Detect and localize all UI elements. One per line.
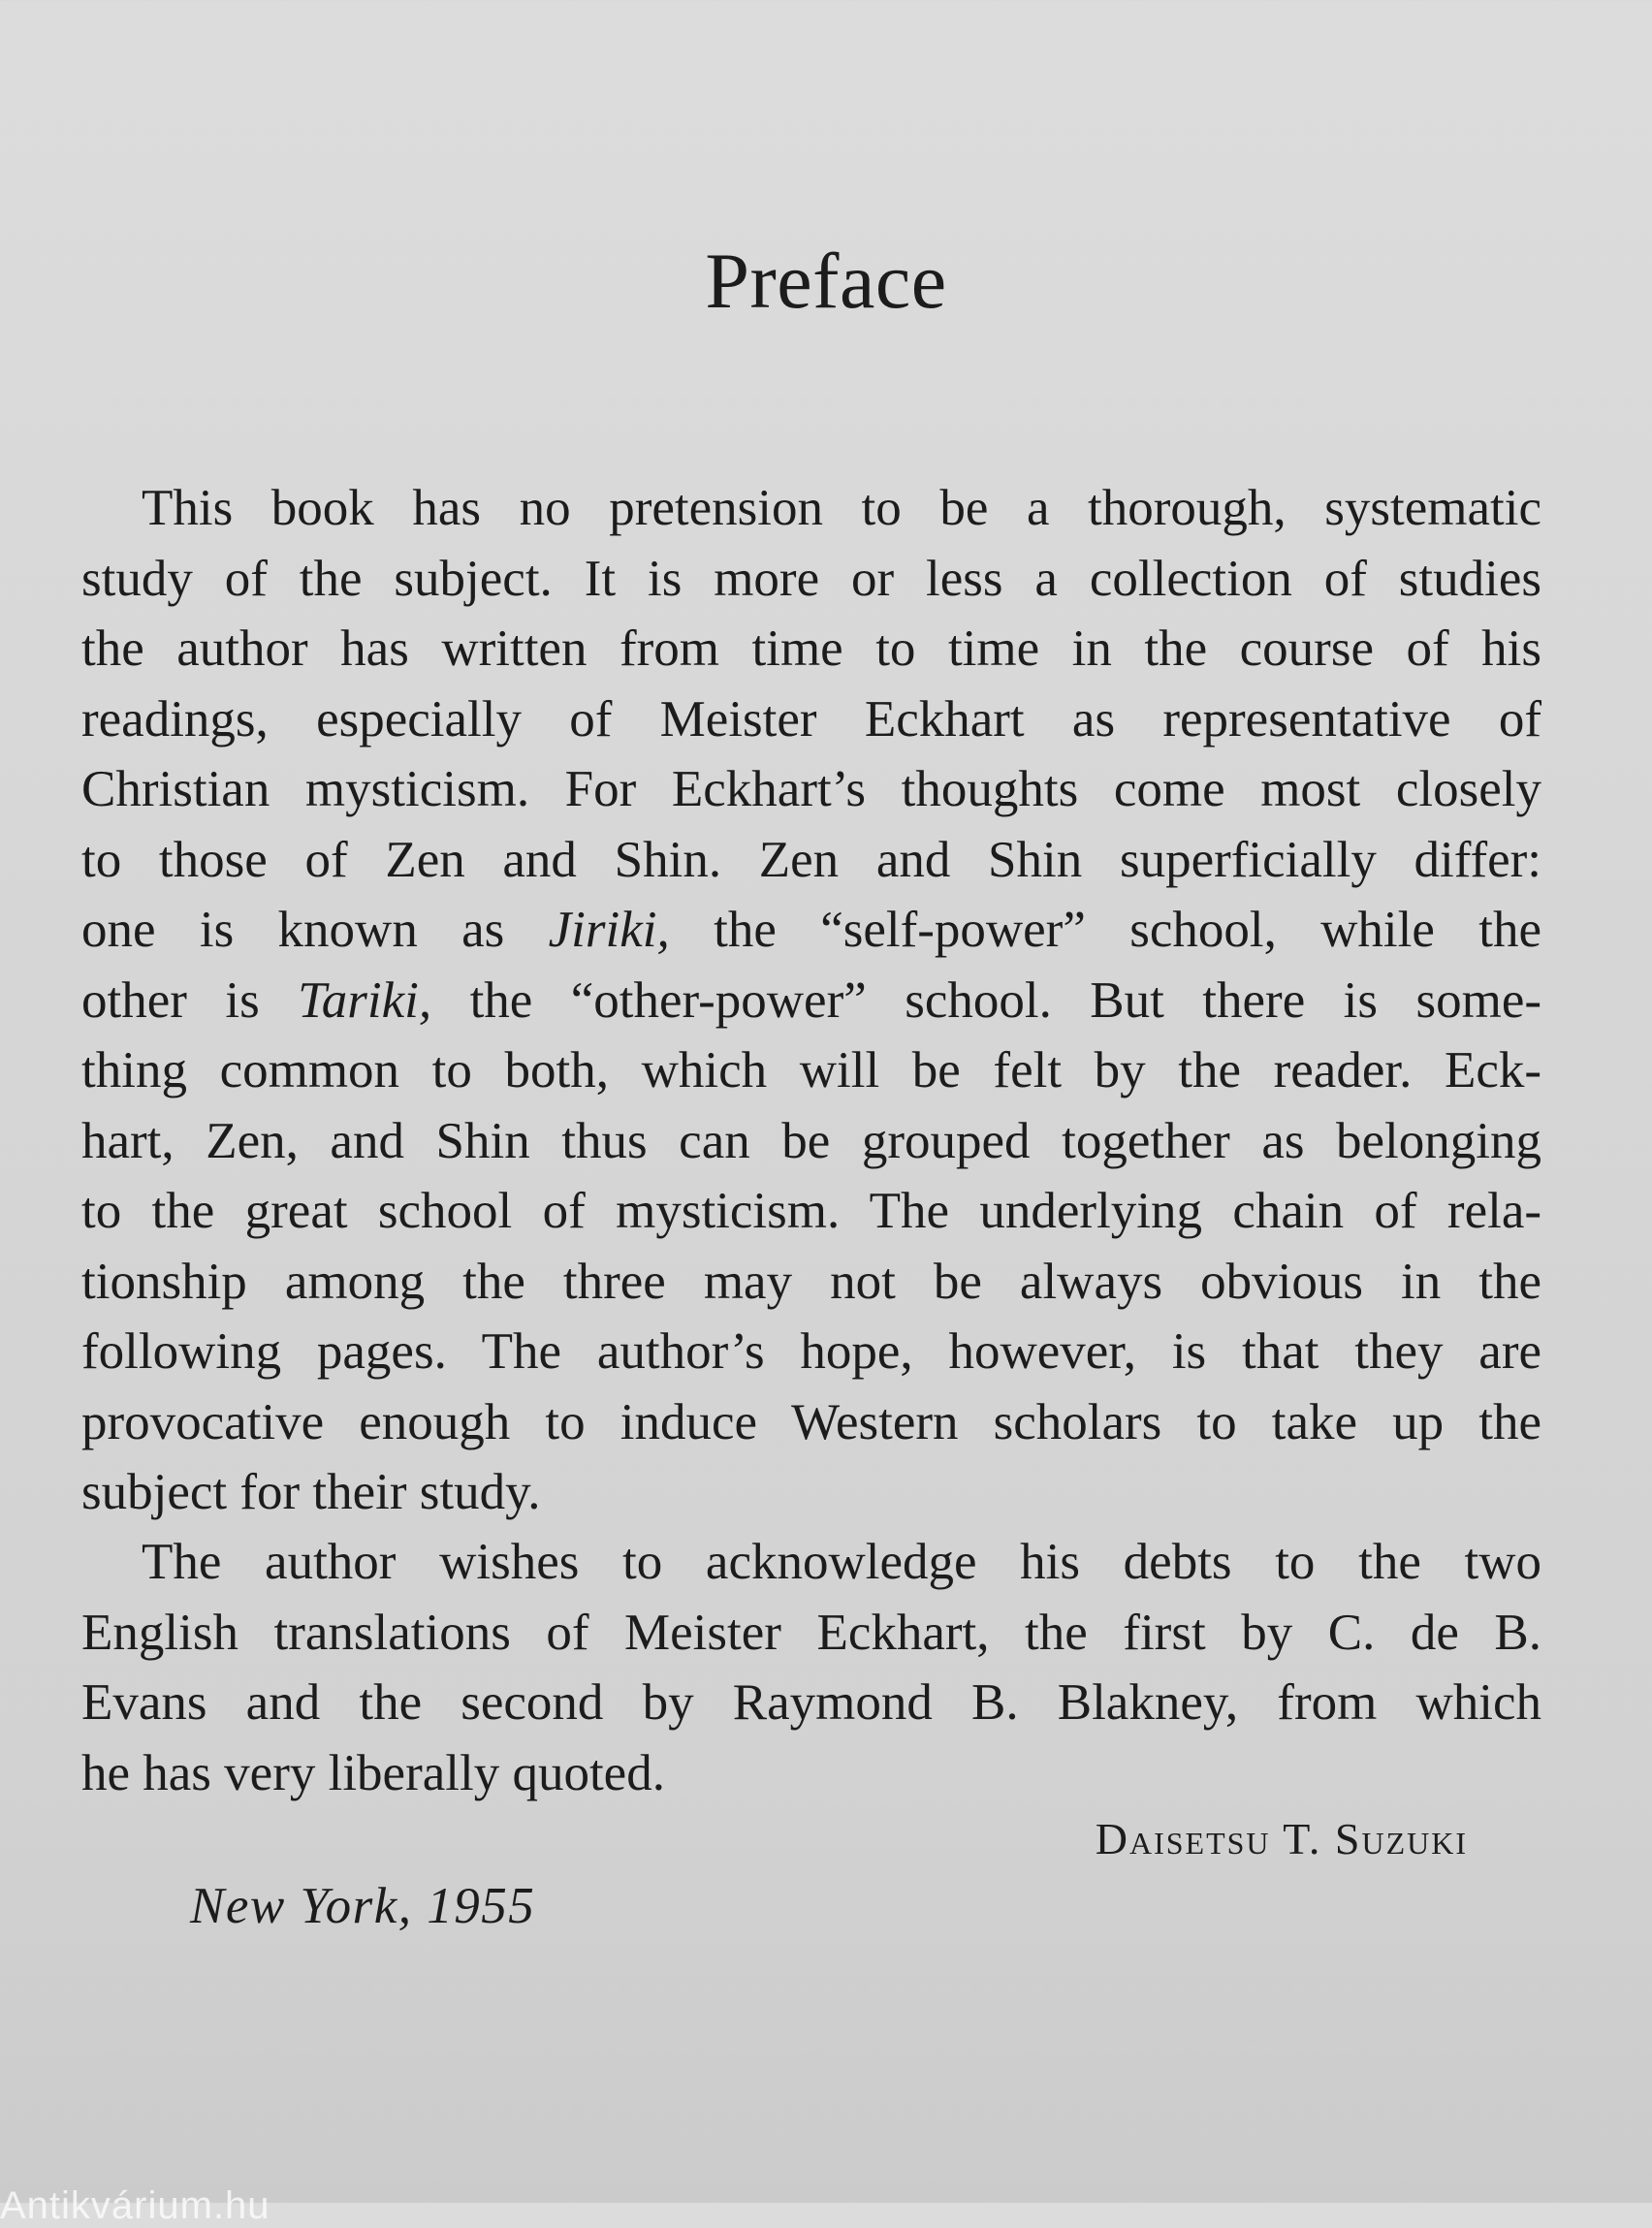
text-line: the author has written from time to time in the course of his: [81, 621, 1541, 677]
text-line: study of the subject. It is more or less a collection of studies: [81, 550, 1541, 607]
text-line: tionship among the three may not be always obvious in the: [81, 1253, 1541, 1310]
text-line: to the great school of mysticism. The underlying chain of rela-: [81, 1183, 1541, 1239]
paragraph-1: [81, 473, 1541, 1528]
text-line: hart, Zen, and Shin thus can be grouped together as belonging: [81, 1112, 1541, 1169]
text-line: provocative enough to induce Western scholars to take up the: [81, 1393, 1541, 1450]
text-line: he has very liberally quoted.: [81, 1744, 665, 1801]
text-line: The author wishes to acknowledge his debts to the two: [142, 1534, 1541, 1590]
text-line: English translations of Meister Eckhart, the first by C. de B.: [81, 1604, 1541, 1661]
text-line: readings, especially of Meister Eckhart as representative of: [81, 690, 1541, 748]
text-line: Evans and the second by Raymond B. Blakney, from which: [81, 1674, 1541, 1731]
text-line: following pages. The author’s hope, however, is that they are: [81, 1323, 1541, 1380]
text-line: This book has no pretension to be a thorough, systematic: [142, 480, 1541, 536]
text-line: [81, 895, 1541, 966]
place-and-date: New York, 1955: [190, 1878, 536, 1934]
paragraph-2: [81, 1527, 1541, 1808]
italic-term: Jiriki,: [548, 902, 670, 958]
text-line: to those of Zen and Shin. Zen and Shin superficially differ:: [81, 831, 1541, 888]
text-line: subject for their study.: [81, 1464, 541, 1520]
text-segment: the “self-power” school, while the: [669, 902, 1541, 958]
text-segment: other is: [81, 971, 299, 1029]
text-segment: the “other-power” school. But there is some-: [431, 971, 1542, 1029]
text-segment: one is known as: [81, 902, 549, 958]
text-line: [81, 966, 1541, 1036]
text-line: thing common to both, which will be felt by the reader. Eck-: [81, 1042, 1541, 1098]
italic-term: Tariki,: [298, 971, 432, 1029]
text-line: Christian mysticism. For Eckhart’s thoughts come most closely: [81, 761, 1541, 817]
watermark-text: Antikvárium.hu: [0, 2184, 270, 2227]
page-title: Preface: [705, 237, 947, 325]
author-signature: Daisetsu T. Suzuki: [1095, 1814, 1468, 1863]
